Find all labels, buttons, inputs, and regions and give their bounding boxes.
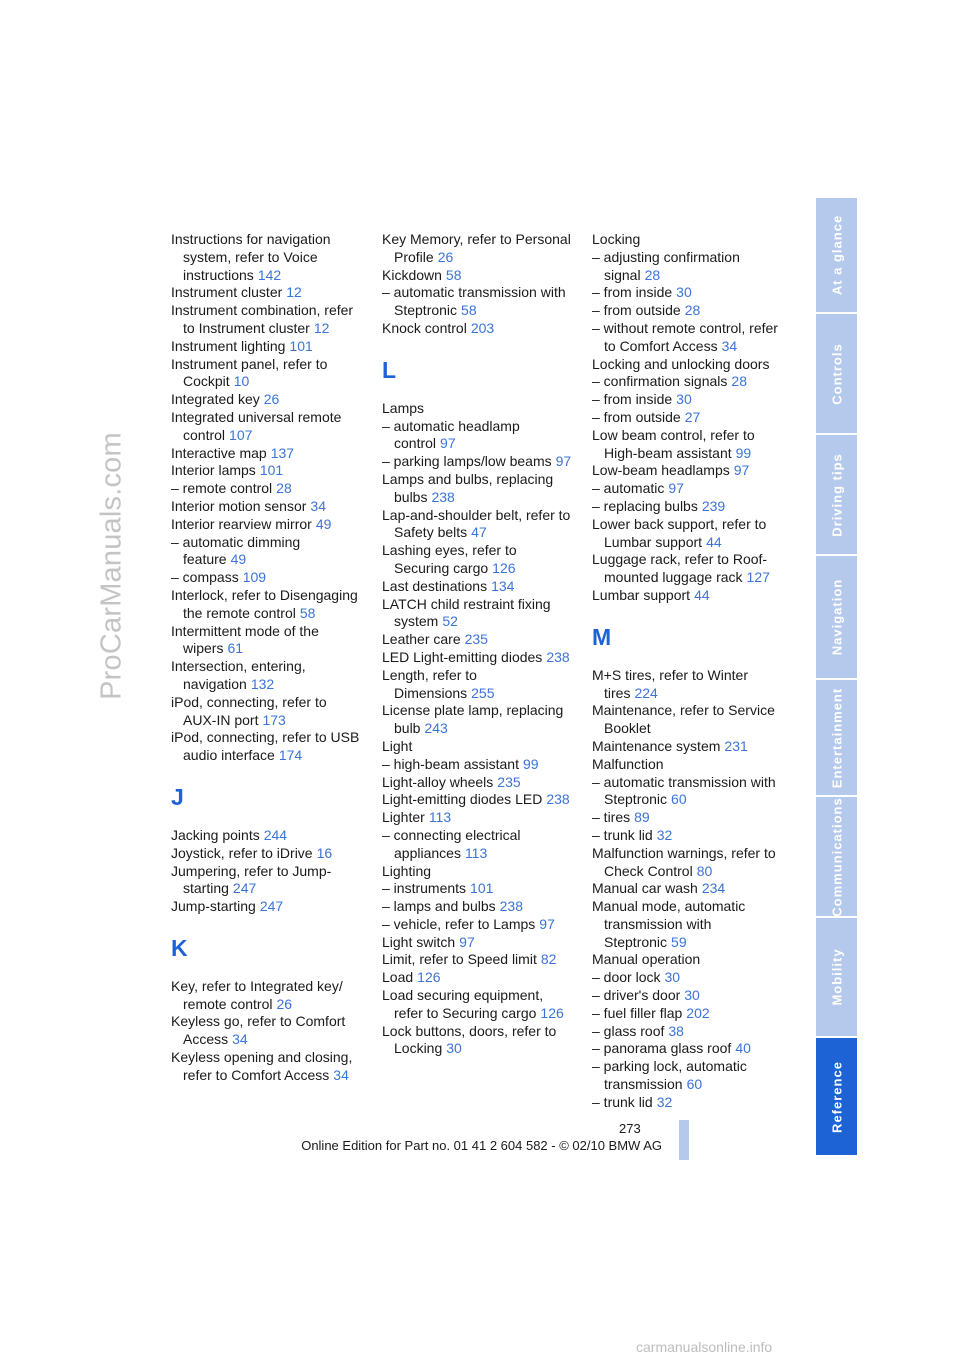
index-entry-text: – automatic dimming feature	[171, 533, 301, 568]
index-entry	[171, 845, 363, 863]
index-page-link[interactable]: 30	[684, 987, 700, 1004]
index-entry-text: – compass	[171, 569, 239, 586]
index-letter-heading: K	[171, 934, 188, 961]
index-page-link[interactable]: 30	[676, 391, 692, 408]
index-page-link[interactable]: 97	[459, 933, 475, 950]
index-page-link[interactable]: 113	[464, 844, 488, 861]
index-entry	[382, 631, 574, 649]
index-page-link[interactable]: 32	[656, 1093, 673, 1110]
index-page-link[interactable]: 28	[731, 373, 747, 390]
index-entry-text: – fuel filler flap	[592, 1004, 683, 1021]
index-entry-text: Lamps	[382, 399, 425, 416]
index-entry-text: – automatic transmission with Steptronic	[382, 284, 566, 319]
index-entry-text: Manual mode, automatic transmission with Steptronic	[592, 898, 746, 950]
index-page-link[interactable]: 101	[289, 337, 313, 354]
index-entry-text: – instruments	[382, 880, 467, 897]
index-page-link[interactable]: 247	[232, 880, 257, 897]
index-page-link[interactable]: 59	[671, 933, 687, 950]
index-entry-text: Instrument panel, refer to Cockpit	[171, 355, 328, 390]
index-entry	[382, 400, 574, 418]
index-entry	[382, 453, 574, 471]
index-entry-text: Keyless go, refer to Comfort Access	[171, 1013, 346, 1048]
index-entry-text: LATCH child restraint fixing system	[382, 595, 551, 630]
page-number-bar	[679, 1120, 689, 1160]
index-entry-text: – adjusting confirmation signal	[592, 248, 740, 283]
index-page-link[interactable]: 231	[724, 737, 748, 754]
index-page-link[interactable]: 109	[242, 569, 267, 586]
page-number: 273	[619, 1121, 641, 1136]
index-page-link[interactable]: 238	[546, 791, 570, 808]
index-entry	[171, 284, 363, 302]
index-entry	[592, 462, 784, 480]
index-entry-text: Instrument combination, refer to Instrument cluster	[171, 302, 354, 336]
index-entry-text: – panorama glass roof	[592, 1040, 732, 1057]
index-entry	[171, 863, 363, 899]
index-entry-text: – parking lamps/low beams	[382, 453, 552, 470]
index-page-link[interactable]: 142	[257, 266, 282, 283]
index-page-link[interactable]: 32	[656, 826, 673, 843]
index-entry-text: Lock buttons, doors, refer to Locking	[382, 1022, 557, 1057]
index-page-link[interactable]: 44	[694, 586, 710, 603]
index-entry	[592, 898, 784, 951]
index-entry	[382, 471, 574, 507]
index-entry-text: Limit, refer to Speed limit	[382, 951, 537, 968]
index-page-link[interactable]: 247	[259, 898, 284, 915]
index-entry-text: – tires	[592, 809, 631, 826]
index-entry	[592, 667, 784, 703]
index-page-link[interactable]: 97	[668, 480, 684, 497]
index-entry	[171, 827, 363, 845]
index-entry-text: – remote control	[171, 480, 273, 497]
index-entry-text: – from inside	[592, 284, 673, 301]
index-entry	[382, 231, 574, 267]
index-page-link[interactable]: 30	[664, 969, 681, 986]
index-page-link[interactable]: 58	[461, 302, 477, 319]
index-entry-text: Light-emitting diodes LED	[382, 791, 543, 808]
index-page-link[interactable]: 238	[546, 648, 570, 665]
index-entry-text: Low beam control, refer to High-beam assistant	[592, 426, 755, 461]
index-entry	[382, 320, 574, 338]
index-page-link[interactable]: 244	[263, 826, 288, 843]
index-entry	[171, 231, 363, 284]
index-page-link[interactable]: 60	[671, 791, 687, 808]
index-entry-text: – from outside	[592, 408, 681, 425]
index-page-link[interactable]: 34	[333, 1066, 349, 1083]
tab-label: Reference	[829, 1060, 844, 1133]
index-entry-text: Interlock, refer to Disengaging the remote control	[171, 586, 358, 621]
index-page-link[interactable]: 26	[276, 995, 293, 1012]
index-entry-text: Interior rearview mirror	[171, 515, 312, 532]
section-tabs	[816, 198, 857, 1157]
index-entry-text: Light-alloy wheels	[382, 773, 494, 790]
index-entry	[592, 880, 784, 898]
index-entry	[592, 409, 784, 427]
index-page-link[interactable]: 126	[540, 1004, 564, 1021]
index-entry	[592, 516, 784, 552]
index-entry-text: Intersection, entering, navigation	[171, 658, 306, 692]
index-entry	[592, 231, 784, 249]
index-entry-text: – glass roof	[592, 1022, 665, 1039]
index-entry-text: iPod, connecting, refer to AUX-IN port	[171, 693, 327, 728]
index-entry-text: Lashing eyes, refer to Securing cargo	[382, 542, 517, 576]
index-page-link[interactable]: 243	[424, 720, 448, 737]
index-entry	[592, 551, 784, 587]
index-entry-text: Last destinations	[382, 577, 488, 594]
index-entry	[382, 827, 574, 863]
tab-driving-tips[interactable]	[816, 435, 857, 556]
index-entry	[171, 1013, 363, 1049]
index-entry	[171, 356, 363, 392]
index-entry	[171, 516, 363, 534]
index-entry-text: Lap-and-shoulder belt, refer to Safety belts	[382, 506, 571, 541]
index-page-link[interactable]: 38	[668, 1022, 684, 1039]
index-entry-text: Intermittent mode of the wipers	[171, 622, 319, 657]
index-entry	[382, 649, 574, 667]
index-entry	[382, 596, 574, 632]
index-entry	[592, 756, 784, 774]
index-page-link[interactable]: 97	[440, 435, 456, 452]
index-page-link[interactable]: 60	[686, 1076, 703, 1093]
index-entry-text: Manual operation	[592, 951, 701, 968]
index-entry	[382, 809, 574, 827]
index-entry-text: Jumpering, refer to Jump-starting	[171, 862, 332, 897]
index-entry-text: Locking and unlocking doors	[592, 355, 770, 372]
index-page-link[interactable]: 80	[696, 862, 713, 879]
index-entry-text: Joystick, refer to iDrive	[171, 844, 313, 861]
tab-controls[interactable]	[816, 314, 857, 435]
index-entry	[382, 934, 574, 952]
index-entry	[382, 951, 574, 969]
index-entry	[382, 542, 574, 578]
index-letter-heading: M	[592, 623, 612, 650]
index-entry-text: Instrument cluster	[171, 284, 283, 301]
index-entry	[382, 738, 574, 756]
index-entry	[592, 827, 784, 845]
index-entry	[171, 302, 363, 338]
index-page-link[interactable]: 107	[229, 426, 253, 443]
index-page-link[interactable]: 89	[634, 809, 650, 826]
index-page-link[interactable]: 34	[310, 497, 326, 514]
index-page-link[interactable]: 34	[721, 337, 738, 354]
index-page-link[interactable]: 97	[555, 453, 572, 470]
tab-label: Controls	[829, 342, 844, 405]
index-entry-text: – from inside	[592, 391, 673, 408]
index-page-link[interactable]: 58	[299, 604, 316, 621]
index-entry	[171, 462, 363, 480]
index-entry-text: Integrated universal remote control	[171, 408, 342, 443]
index-entry	[171, 480, 363, 498]
index-entry	[592, 427, 784, 463]
index-entry-text: iPod, connecting, refer to USB audio interface	[171, 729, 360, 764]
index-page-link[interactable]: 235	[497, 773, 521, 790]
index-entry	[592, 391, 784, 409]
index-entry-text: Interior motion sensor	[171, 497, 307, 514]
index-entry	[592, 951, 784, 969]
index-page-link[interactable]: 239	[701, 497, 726, 514]
index-entry	[592, 249, 784, 285]
index-entry	[382, 507, 574, 543]
index-entry	[382, 578, 574, 596]
index-page-link[interactable]: 126	[417, 969, 441, 986]
index-entry	[382, 774, 574, 792]
index-entry-text: Interior lamps	[171, 462, 256, 479]
index-entry	[171, 498, 363, 516]
index-entry	[592, 302, 784, 320]
index-entry-text: Keyless opening and closing, refer to Comfort Access	[171, 1049, 353, 1083]
index-page-link[interactable]: 44	[706, 533, 722, 550]
index-page-link[interactable]: 97	[539, 915, 555, 932]
index-entry	[592, 738, 784, 756]
index-entry	[592, 320, 784, 356]
index-entry	[382, 863, 574, 881]
index-entry	[592, 1040, 784, 1058]
index-entry-text: Interactive map	[171, 444, 267, 461]
index-entry	[382, 667, 574, 703]
index-page-link[interactable]: 47	[471, 524, 487, 541]
tab-at-a-glance[interactable]	[816, 198, 857, 314]
index-letter-heading: J	[171, 783, 184, 810]
index-entry	[382, 880, 574, 898]
index-entry-text: Leather care	[382, 631, 461, 648]
index-entry	[171, 445, 363, 463]
index-page-link[interactable]: 113	[428, 809, 452, 826]
index-entry	[171, 534, 363, 570]
index-entry	[171, 587, 363, 623]
index-entry	[592, 1023, 784, 1041]
index-entry-text: – parking lock, automatic transmission	[592, 1058, 747, 1093]
index-entry-text: – connecting electrical appliances	[382, 826, 521, 861]
index-entry	[171, 623, 363, 659]
index-entry-text: – from outside	[592, 302, 681, 319]
index-entry-text: – driver's door	[592, 987, 681, 1004]
index-entry-text: Low-beam headlamps	[592, 462, 730, 479]
index-entry-text: Maintenance, refer to Service Booklet	[592, 702, 775, 737]
index-entry	[592, 845, 784, 881]
tab-label: At a glance	[829, 214, 844, 296]
index-page-link[interactable]: 235	[464, 631, 488, 648]
index-page-link[interactable]: 173	[262, 711, 286, 728]
index-entry	[171, 978, 363, 1014]
index-entry	[382, 898, 574, 916]
index-page-link[interactable]: 26	[263, 391, 280, 408]
index-entry-text: Lamps and bulbs, replacing bulbs	[382, 470, 554, 505]
index-entry-text: Lighter	[382, 809, 425, 826]
tab-label: Navigation	[829, 578, 844, 656]
index-column-3	[592, 231, 784, 1112]
index-entry	[171, 391, 363, 409]
index-entry	[171, 409, 363, 445]
index-page-link[interactable]: 16	[316, 844, 333, 861]
index-page-link[interactable]: 28	[644, 266, 661, 283]
tab-entertainment[interactable]	[816, 680, 857, 797]
index-entry-text: Jump-starting	[171, 898, 256, 915]
index-entry	[382, 702, 574, 738]
index-page-link[interactable]: 58	[445, 266, 462, 283]
index-page-link[interactable]: 40	[735, 1040, 751, 1057]
index-entry-text: Malfunction warnings, refer to Check Control	[592, 844, 776, 879]
index-entry-text: Lower back support, refer to Lumbar support	[592, 515, 767, 550]
index-entry	[382, 791, 574, 809]
index-page-link[interactable]: 30	[446, 1040, 462, 1057]
index-entry-text: Instrument lighting	[171, 337, 286, 354]
index-entry	[592, 356, 784, 374]
index-entry-text: – trunk lid	[592, 1093, 653, 1110]
index-entry-text: – high-beam assistant	[382, 755, 519, 772]
index-entry-text: – without remote control, refer to Comfort Access	[592, 319, 778, 354]
tab-communications[interactable]	[816, 797, 857, 918]
tab-label: Driving tips	[829, 452, 844, 537]
index-entry	[592, 987, 784, 1005]
index-entry-text: Key, refer to Integrated key/ remote control	[171, 977, 343, 1012]
index-entry	[592, 969, 784, 987]
watermark-text: ProCarManuals.com	[95, 432, 128, 700]
index-entry	[382, 418, 574, 454]
index-page-link[interactable]: 61	[227, 640, 244, 657]
index-page-link[interactable]: 30	[676, 284, 692, 301]
index-entry-text: – trunk lid	[592, 826, 653, 843]
index-page-link[interactable]: 132	[250, 675, 275, 692]
tab-label: Communications	[829, 796, 844, 917]
index-entry	[171, 694, 363, 730]
index-entry	[592, 498, 784, 516]
index-entry-text: – replacing bulbs	[592, 497, 698, 514]
index-page-link[interactable]: 49	[230, 551, 247, 568]
index-entry-text: Kickdown	[382, 266, 442, 283]
index-entry-text: LED Light-emitting diodes	[382, 648, 543, 665]
index-page-link[interactable]: 28	[276, 480, 292, 497]
tab-label: Entertainment	[829, 687, 844, 788]
index-entry	[592, 774, 784, 810]
index-entry-text: Maintenance system	[592, 737, 721, 754]
index-entry-text: Luggage rack, refer to Roof-mounted luggage rack	[592, 551, 768, 586]
index-entry	[171, 898, 363, 916]
index-letter-heading: L	[382, 356, 397, 383]
index-page-link[interactable]: 52	[442, 613, 458, 630]
index-page-link[interactable]: 34	[232, 1031, 248, 1048]
index-entry	[592, 587, 784, 605]
index-entry	[382, 916, 574, 934]
index-page-link[interactable]: 12	[286, 284, 302, 301]
tab-navigation[interactable]	[816, 556, 857, 680]
index-entry	[171, 338, 363, 356]
index-entry	[592, 1058, 784, 1094]
index-entry-text: – door lock	[592, 969, 661, 986]
index-entry-text: Key Memory, refer to Personal Profile	[382, 231, 571, 265]
index-entry-text: Instructions for navigation system, refer to Voice instructions	[171, 231, 331, 283]
index-entry-text: License plate lamp, replacing bulb	[382, 702, 564, 737]
index-page-link[interactable]: 101	[470, 880, 494, 897]
index-entry-text: Load securing equipment, refer to Securing cargo	[382, 987, 544, 1021]
index-entry-text: Manual car wash	[592, 880, 698, 897]
index-entry-text: – automatic transmission with Steptronic	[592, 773, 776, 808]
index-page-link[interactable]: 82	[540, 951, 557, 968]
index-entry	[171, 729, 363, 765]
index-page-link[interactable]: 238	[431, 488, 455, 505]
index-entry	[592, 284, 784, 302]
index-page-link[interactable]: 27	[684, 408, 701, 425]
index-entry-text: Lumbar support	[592, 586, 691, 603]
index-entry-text: – lamps and bulbs	[382, 898, 496, 915]
index-entry	[171, 658, 363, 694]
index-entry-text: Load	[382, 969, 414, 986]
index-entry-text: Knock control	[382, 319, 467, 336]
index-page-link[interactable]: 126	[492, 559, 516, 576]
index-entry-text: Lighting	[382, 862, 432, 879]
edition-footer: Online Edition for Part no. 01 41 2 604 582 - © 02/10 BMW AG	[301, 1138, 662, 1153]
index-entry	[592, 1094, 784, 1112]
index-page-link[interactable]: 202	[686, 1004, 710, 1021]
index-page-link[interactable]: 203	[470, 319, 495, 336]
index-entry-text: – vehicle, refer to Lamps	[382, 915, 536, 932]
index-entry-text: Light	[382, 737, 413, 754]
index-page-link[interactable]: 127	[746, 569, 770, 586]
index-entry	[592, 1005, 784, 1023]
index-entry	[171, 569, 363, 587]
index-page-link[interactable]: 238	[499, 898, 523, 915]
index-column-2	[382, 231, 574, 1058]
index-page-link[interactable]: 137	[270, 444, 295, 461]
index-page-link[interactable]: 26	[437, 248, 454, 265]
index-entry	[592, 480, 784, 498]
index-entry	[382, 756, 574, 774]
index-entry-text: – automatic headlamp control	[382, 417, 520, 452]
index-page-link[interactable]: 134	[491, 577, 515, 594]
index-page-link[interactable]: 255	[471, 684, 495, 701]
index-entry-text: Jacking points	[171, 826, 260, 843]
index-entry	[592, 702, 784, 738]
index-page-link[interactable]: 174	[278, 747, 303, 764]
index-page-link[interactable]: 12	[313, 319, 330, 336]
index-entry	[592, 373, 784, 391]
index-entry	[382, 1023, 574, 1059]
index-page-link[interactable]: 234	[701, 880, 726, 897]
index-page-link[interactable]: 101	[259, 462, 284, 479]
index-column-1	[171, 231, 363, 1085]
index-page-link[interactable]: 97	[733, 462, 750, 479]
index-entry-text: Malfunction	[592, 755, 664, 772]
index-page-link[interactable]: 99	[522, 755, 539, 772]
index-entry	[382, 267, 574, 285]
index-entry-text: – confirmation signals	[592, 373, 728, 390]
index-entry-text: Length, refer to Dimensions	[382, 666, 477, 701]
index-entry-text: M+S tires, refer to Winter tires	[592, 666, 748, 701]
site-footer: carmanualsonline.info	[636, 1339, 773, 1355]
index-entry-text: Light switch	[382, 933, 456, 950]
index-entry	[382, 969, 574, 987]
index-entry	[382, 987, 574, 1023]
index-page-link[interactable]: 10	[233, 373, 250, 390]
index-entry-text: Locking	[592, 231, 641, 247]
tab-mobility[interactable]	[816, 918, 857, 1038]
index-entry	[382, 284, 574, 320]
index-page-link[interactable]: 49	[315, 515, 332, 532]
index-entry	[592, 809, 784, 827]
index-page-link[interactable]: 224	[634, 684, 658, 701]
index-entry-text: – automatic	[592, 480, 665, 497]
index-entry	[171, 1049, 363, 1085]
tab-reference[interactable]	[816, 1038, 857, 1157]
index-entry-text: Integrated key	[171, 391, 260, 408]
index-page-link[interactable]: 99	[735, 444, 752, 461]
index-page-link[interactable]: 28	[684, 302, 701, 319]
tab-label: Mobility	[829, 948, 844, 1006]
